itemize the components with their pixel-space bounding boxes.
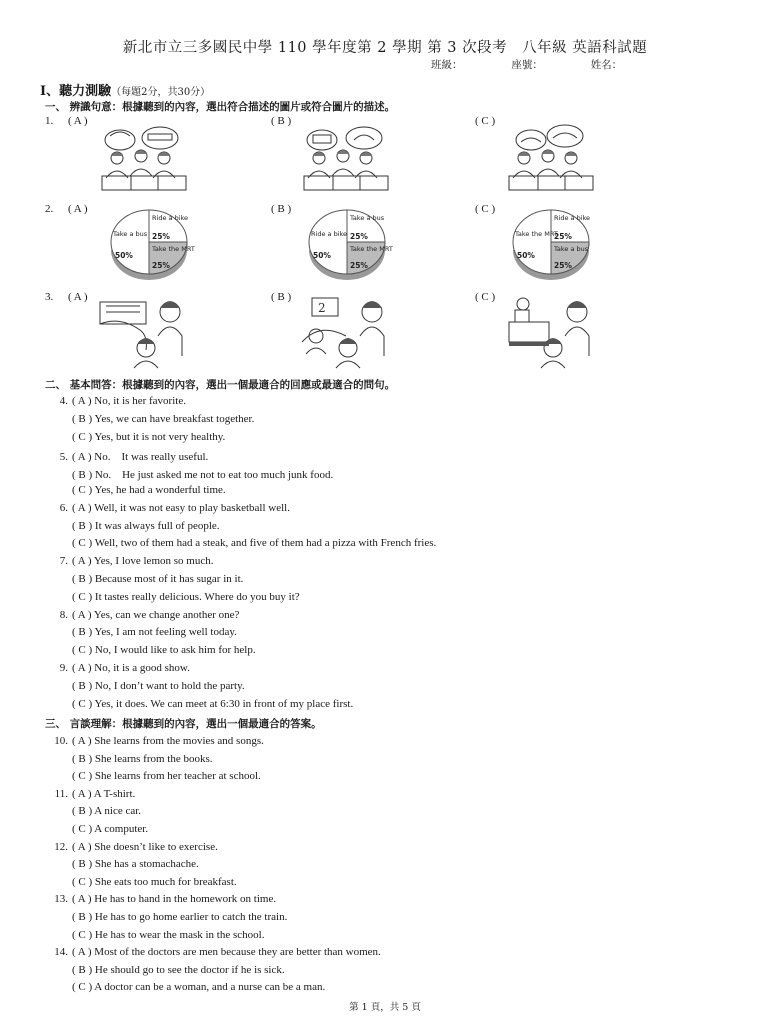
- option-text: ( A ) She learns from the movies and songs.: [72, 735, 264, 747]
- q3-option-b: ( B ): [271, 291, 292, 303]
- option-text: ( C ) He has to wear the mask in the school.: [72, 928, 265, 941]
- question-option: [43, 946, 381, 958]
- option-text: ( A ) No, it is her favorite.: [72, 395, 186, 407]
- question-option: [43, 770, 261, 782]
- q2-pie-chart-a: [108, 206, 195, 286]
- q2-option-c: ( C ): [475, 203, 496, 215]
- part3-heading: 三、 言談理解：根據聽到的內容，選出一個最適合的答案。: [45, 718, 322, 730]
- q1-number: 1.: [45, 115, 54, 127]
- question-option: [43, 626, 237, 638]
- option-text: ( C ) It tastes really delicious. Where do you buy it?: [72, 590, 300, 603]
- q2-option-b: ( B ): [271, 203, 292, 215]
- option-text: ( A ) She doesn’t like to exercise.: [72, 840, 218, 853]
- question-number: 7.: [59, 555, 68, 568]
- question-option: [43, 698, 353, 710]
- question-number: 9.: [59, 662, 68, 674]
- question-option: [43, 805, 141, 817]
- option-text: ( B ) No. He just asked me not to eat too much junk food.: [72, 469, 334, 482]
- page-title: 新北市立三多國民中學 110 學年度第 2 學期 第 3 次段考 八年級 英語科試題: [122, 40, 648, 56]
- part1-heading: 一、 辨識句意：根據聽到的內容，選出符合描述的圖片或符合圖片的描述。: [45, 101, 396, 113]
- option-text: ( B ) Because most of it has sugar in it.: [72, 573, 244, 585]
- question-option: [43, 591, 300, 603]
- pie-a-left-label: Take a bus: [113, 230, 148, 238]
- q1-picture-b: [300, 118, 392, 194]
- pie-c-bottom-label: Take a bus: [554, 245, 589, 253]
- question-number: 4.: [59, 395, 68, 407]
- q1-picture-a: [98, 118, 190, 194]
- pie-a-left-pct: 50%: [115, 251, 133, 260]
- option-text: ( A ) Well, it was not easy to play basketball well.: [72, 501, 290, 514]
- option-text: ( B ) It was always full of people.: [72, 519, 220, 532]
- option-text: ( C ) Yes, it does. We can meet at 6:30 in front of my place first.: [72, 697, 354, 710]
- question-number: 6.: [59, 501, 68, 514]
- question-option: [43, 662, 190, 674]
- question-option: [43, 537, 436, 549]
- q2-number: 2.: [45, 203, 54, 215]
- question-number: 5.: [59, 451, 68, 464]
- q3-picture-c: [505, 292, 597, 370]
- question-option: [43, 841, 218, 853]
- pie-c-bottom-pct: 25%: [554, 261, 572, 270]
- question-option: [43, 431, 225, 443]
- option-text: ( B ) Yes, we can have breakfast together.: [72, 412, 255, 425]
- pie-a-top-pct: 25%: [152, 232, 170, 241]
- option-text: ( A ) No, it is a good show.: [72, 662, 190, 674]
- q1-option-b: ( B ): [271, 115, 292, 127]
- pie-c-left-pct: 50%: [517, 251, 535, 260]
- question-option: [43, 484, 226, 496]
- option-text: ( B ) A nice car.: [72, 805, 142, 818]
- option-text: ( A ) No. It was really useful.: [72, 451, 209, 464]
- option-text: ( B ) No, I don’t want to hold the party.: [72, 679, 245, 692]
- question-option: [43, 911, 287, 923]
- option-text: ( B ) Yes, I am not feeling well today.: [72, 626, 237, 639]
- pie-c-top-label: Ride a bike: [554, 214, 591, 222]
- question-option: [43, 876, 237, 888]
- option-text: ( C ) She learns from her teacher at school.: [72, 770, 261, 783]
- option-text: ( A ) Yes, I love lemon so much.: [72, 555, 214, 568]
- question-option: [43, 929, 264, 941]
- option-text: ( B ) She learns from the books.: [72, 752, 213, 765]
- question-option: [43, 644, 256, 656]
- part2-heading: 二、 基本問答：根據聽到的內容，選出一個最適合的回應或最適合的問句。: [45, 379, 396, 391]
- pie-b-top-label: Take a bus: [350, 214, 385, 222]
- pie-a-bottom-pct: 25%: [152, 261, 170, 270]
- option-text: ( B ) She has a stomachache.: [72, 858, 199, 871]
- question-number: 8.: [59, 608, 68, 621]
- question-number: 14.: [54, 946, 68, 959]
- option-text: ( A ) Yes, can we change another one?: [72, 608, 240, 621]
- question-option: [43, 466, 333, 482]
- option-text: ( C ) A doctor can be a woman, and a nurse can be a man.: [72, 981, 326, 994]
- option-text: ( B ) He should go to see the doctor if he is sick.: [72, 963, 285, 976]
- question-option: [43, 680, 245, 692]
- question-option: [43, 555, 213, 567]
- question-option: [43, 395, 186, 407]
- q1-option-c: ( C ): [475, 115, 496, 127]
- svg-text:2: 2: [318, 301, 326, 315]
- question-option: [43, 609, 239, 621]
- option-text: ( C ) Well, two of them had a steak, and five of them had a pizza with French fries.: [72, 537, 437, 550]
- q2-pie-chart-b: [306, 206, 393, 286]
- pie-a-top-label: Ride a bike: [152, 214, 189, 222]
- q2-pie-chart-c: [510, 206, 592, 286]
- question-number: 10.: [54, 735, 68, 747]
- pie-b-bottom-pct: 25%: [350, 261, 368, 270]
- question-option: [43, 502, 290, 514]
- option-text: ( A ) A T-shirt.: [72, 787, 136, 800]
- option-text: ( C ) A computer.: [72, 823, 149, 835]
- q3-option-c: ( C ): [475, 291, 496, 303]
- question-option: [43, 753, 213, 765]
- option-text: ( A ) He has to hand in the homework on time.: [72, 893, 277, 906]
- question-option: [43, 823, 148, 835]
- question-option: [43, 858, 199, 870]
- section-title: I、聽力測驗: [40, 84, 112, 99]
- student-info: [431, 57, 622, 72]
- option-text: ( B ) He has to go home earlier to catch the train.: [72, 911, 288, 923]
- question-number: 11.: [54, 787, 68, 800]
- question-number: 13.: [54, 893, 68, 906]
- q3-picture-a: [98, 292, 190, 370]
- q2-option-a: ( A ): [68, 203, 88, 215]
- question-option: [43, 448, 208, 464]
- seat-label: 座號：: [511, 59, 543, 71]
- question-option: [43, 788, 135, 800]
- question-option: [43, 573, 243, 585]
- option-text: ( A ) Most of the doctors are men because they are better than women.: [72, 946, 381, 959]
- question-option: [43, 893, 276, 905]
- q1-picture-c: [505, 118, 597, 194]
- q3-picture-b: [300, 292, 392, 370]
- pie-b-left-pct: 50%: [313, 251, 331, 260]
- class-label: 班級：: [431, 59, 463, 71]
- pie-b-bottom-label: Take the MRT: [350, 245, 393, 253]
- name-label: 姓名：: [590, 59, 623, 71]
- pie-b-left-label: Ride a bike: [311, 230, 348, 238]
- question-number: 12.: [54, 840, 68, 853]
- question-option: [43, 735, 264, 747]
- pie-b-top-pct: 25%: [350, 232, 368, 241]
- page-footer: 第 1 頁，共 5 頁: [349, 1002, 421, 1013]
- pie-c-top-pct: 25%: [554, 232, 572, 241]
- q1-option-a: ( A ): [68, 115, 88, 127]
- section-heading: [40, 80, 210, 99]
- option-text: ( C ) No, I would like to ask him for help.: [72, 644, 256, 657]
- pie-c-left-label: Take the MRT: [515, 230, 558, 238]
- section-points: （每題2分，共30分）: [111, 87, 211, 98]
- q3-option-a: ( A ): [68, 291, 88, 303]
- question-option: [43, 981, 325, 993]
- question-option: [43, 520, 220, 532]
- q3-number: 3.: [45, 291, 54, 303]
- option-text: ( C ) Yes, but it is not very healthy.: [72, 430, 226, 443]
- question-option: [43, 964, 285, 976]
- option-text: ( C ) She eats too much for breakfast.: [72, 875, 237, 888]
- pie-a-bottom-label: Take the MRT: [152, 245, 195, 253]
- question-option: [43, 413, 254, 425]
- option-text: ( C ) Yes, he had a wonderful time.: [72, 484, 226, 496]
